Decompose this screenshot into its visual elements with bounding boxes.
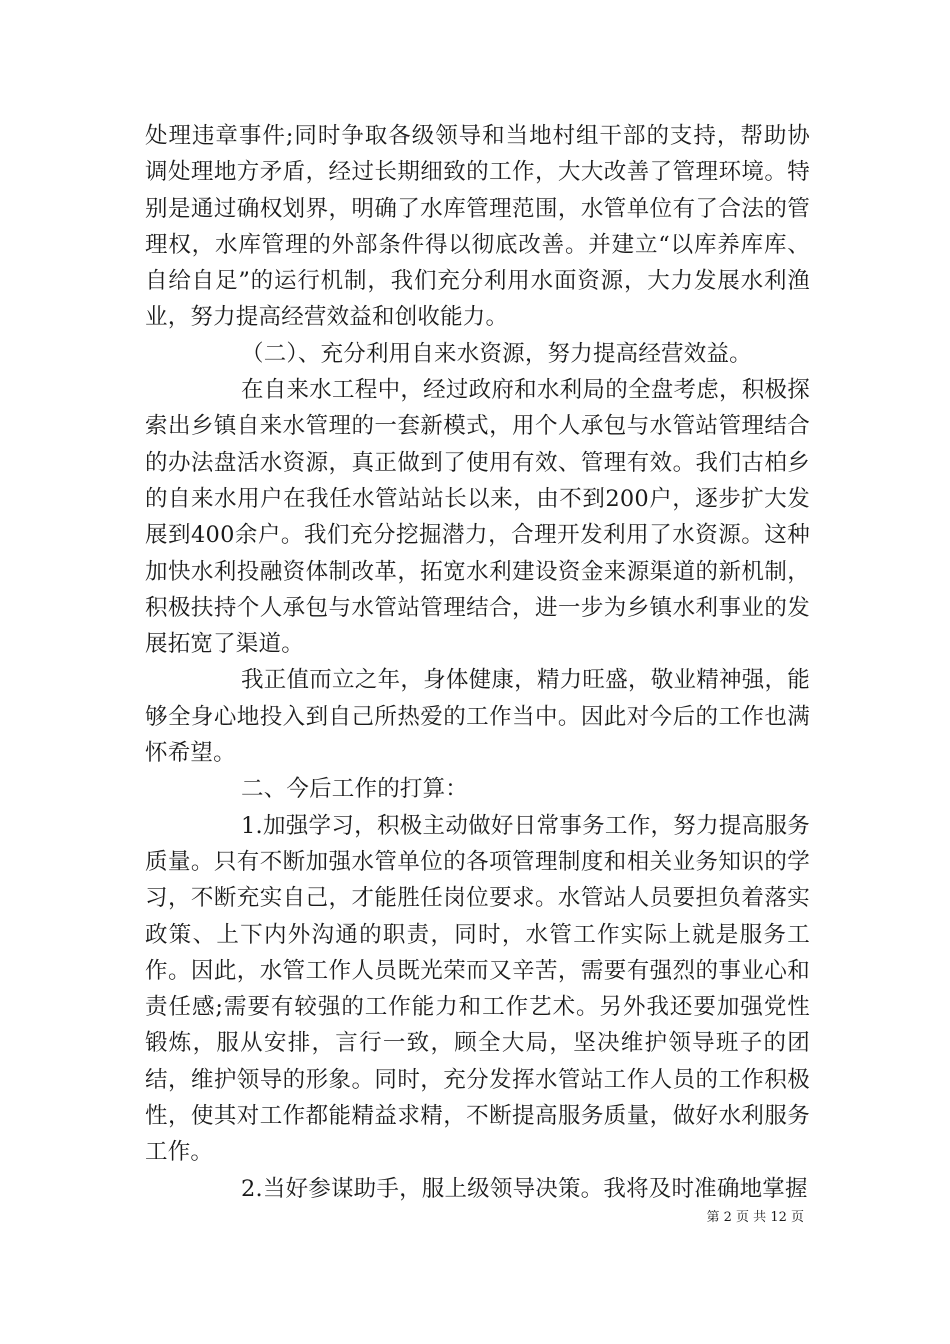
paragraph-continued: 处理违章事件;同时争取各级领导和当地村组干部的支持，帮助协调处理地方矛盾，经过长期细致的工作，大大改善了管理环境。特别是通过确权划界，明确了水库管理范围，水管单位有了合法的管理权，水库管理的外部条件得以彻底改善。并建立“以库养库库、自给自足”的运行机制，我们充分利用水面资源，大力发展水利渔业，努力提高经营效益和创收能力。 [145, 123, 810, 331]
section-heading-2: （二）、充分利用自来水资源，努力提高经营效益。 [241, 340, 752, 367]
paragraph-plan-1: 1.加强学习，积极主动做好日常事务工作，努力提高服务质量。只有不断加强水管单位的各项管理制度和相关业务知识的学习，不断充实自己，才能胜任岗位要求。水管站人员要担负着落实政策、上下内外沟通的职责，同时，水管工作实际上就是服务工作。因此，水管工作人员既光荣而又辛苦，需要有强烈的事业心和责任感;需要有较强的工作能力和工作艺术。另外我还要加强党性锻炼，服从安排，言行一致，顾全大局，坚决维护领导班子的团结，维护领导的形象。同时，充分发挥水管站工作人员的工作积极性，使其对工作都能精益求精，不断提高服务质量，做好水利服务工作。 [145, 812, 810, 1166]
page-number-footer: 第 2 页 共 12 页 [706, 1210, 804, 1225]
paragraph-plan-2: 2.当好参谋助手，服上级领导决策。我将及时准确地掌握 [241, 1175, 808, 1202]
document-body [145, 118, 810, 1207]
section-heading-plans: 二、今后工作的打算： [241, 776, 469, 803]
paragraph-personal: 我正值而立之年，身体健康，精力旺盛，敬业精神强，能够全身心地投入到自己所热爱的工作当中。因此对今后的工作也满怀希望。 [145, 667, 810, 767]
paragraph-tap-water: 在自来水工程中，经过政府和水利局的全盘考虑，积极探索出乡镇自来水管理的一套新模式，用个人承包与水管站管理结合的办法盘活水资源，真正做到了使用有效、管理有效。我们古柏乡的自来水用户在我任水管站站长以来，由不到200户，逐步扩大发展到400余户。我们充分挖掘潜力，合理开发利用了水资源。这种加快水利投融资体制改革，拓宽水利建设资金来源渠道的新机制，积极扶持个人承包与水管站管理结合，进一步为乡镇水利事业的发展拓宽了渠道。 [145, 377, 810, 658]
